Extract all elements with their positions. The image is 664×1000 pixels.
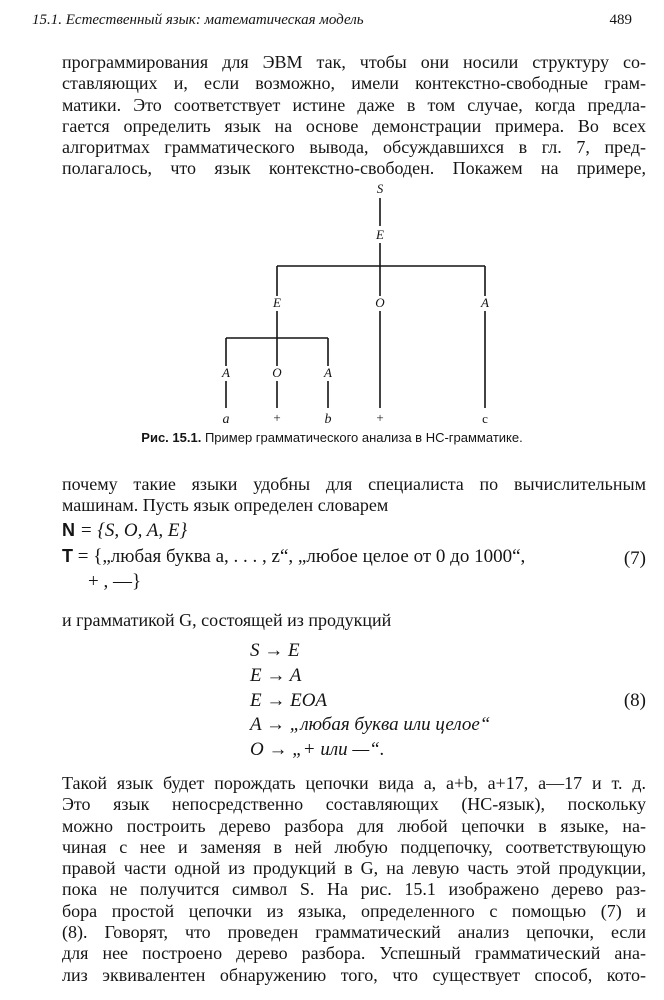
production-5: O → „+ или —“. (250, 739, 385, 760)
text-line: матики. Это соответствует истине даже в том случае, когда предла- (62, 94, 646, 115)
text-line: Такой язык будет порождать цепочки вида a, a+b, a+17, a—17 и т. д. (62, 773, 646, 793)
tree-leaf-b: b (324, 412, 332, 427)
tree-leaf-a: a (222, 412, 230, 427)
running-title: 15.1. Естественный язык: математическая модель (32, 12, 364, 28)
tree-leaf-c: c (482, 411, 488, 426)
grammar-intro (62, 610, 646, 631)
figure-caption-text: Пример грамматического анализа в НС-грамматике. (204, 430, 523, 445)
figure-caption-label: Рис. 15.1. (141, 430, 202, 445)
equation-number-8: (8) (623, 690, 646, 711)
parse-tree-figure (180, 178, 550, 438)
vocab-n-symbol: N (62, 520, 75, 540)
text-line: чиная с нее и заменяя в ней любую подцепочку, соответствующую (62, 836, 646, 857)
page-header (32, 10, 632, 34)
tree-node-o-mid: O (375, 295, 385, 310)
vocab-t-continuation: + , —} (88, 571, 142, 592)
tree-node-e-top: E (376, 227, 384, 242)
vocab-t-line (62, 546, 525, 568)
text-line: машинам. Пусть язык определен словарем (62, 495, 389, 516)
text-line: бора простой цепочки из языка, определенного с помощью (7) и (62, 900, 646, 921)
text-line: для нее построено дерево разбора. Успешный грамматический ана- (62, 943, 646, 964)
production-3: E → EOA (250, 690, 328, 711)
text-line: (8). Говорят, что проведен грамматический анализ цепочки, если (62, 922, 646, 943)
paragraph-intro (62, 52, 646, 180)
vocab-t-value: = {„любая буква a, . . . , z“, „любое целое от 0 до 1000“, (73, 546, 526, 567)
text-line: правой части одной из продукций в G, на левую часть этой продукции, (62, 858, 646, 879)
text-line: лиз эквивалентен обнаружению того, что существует способ, кото- (62, 964, 646, 985)
production-4: A → „любая буква или целое“ (250, 714, 491, 735)
text-line: программирования для ЭВМ так, чтобы они носили структуру со- (62, 52, 646, 72)
production-1: S → E (250, 640, 300, 661)
paragraph-parse-explanation (62, 773, 646, 986)
text-line: полагалось, что язык контекстно-свободен. Покажем на примере, (62, 158, 646, 179)
production-2: E → A (250, 665, 302, 686)
text-line: и грамматикой G, состоящей из продукций (62, 610, 392, 630)
tree-node-a-left: A (222, 365, 230, 380)
equation-number-7: (7) (623, 548, 646, 569)
tree-node-e-left: E (273, 295, 281, 310)
text-line: почему такие языки удобны для специалиста по вычислительным (62, 474, 646, 494)
tree-leaf-plus: + (273, 410, 281, 425)
vocab-t-symbol: T (62, 546, 73, 566)
text-line: алгоритмах грамматического вывода, обсуждавшихся в гл. 7, пред- (62, 137, 646, 158)
tree-node-a-inner: A (324, 365, 332, 380)
tree-node-a-right: A (481, 295, 489, 310)
tree-node-root: S (376, 181, 384, 196)
text-line: ставляющих и, если возможно, имели контекстно-свободные грам- (62, 73, 646, 94)
page-number: 489 (609, 12, 632, 28)
tree-leaf-plus: + (376, 410, 384, 425)
text-line: можно построить дерево разбора для любой цепочки в языке, на- (62, 815, 646, 836)
vocab-n-line (62, 520, 187, 542)
text-line: гается определить язык на основе демонстрации примера. Во всех (62, 115, 646, 136)
figure-caption (0, 430, 664, 445)
tree-node-o-inner: O (272, 365, 282, 380)
paragraph-vocabulary-intro (62, 474, 646, 517)
vocab-n-value: = {S, O, A, E} (75, 520, 188, 541)
text-line: Это язык непосредственно составляющих (НС-язык), поскольку (62, 794, 646, 815)
text-line: пока не получится символ S. На рис. 15.1 изображено дерево раз- (62, 879, 646, 900)
